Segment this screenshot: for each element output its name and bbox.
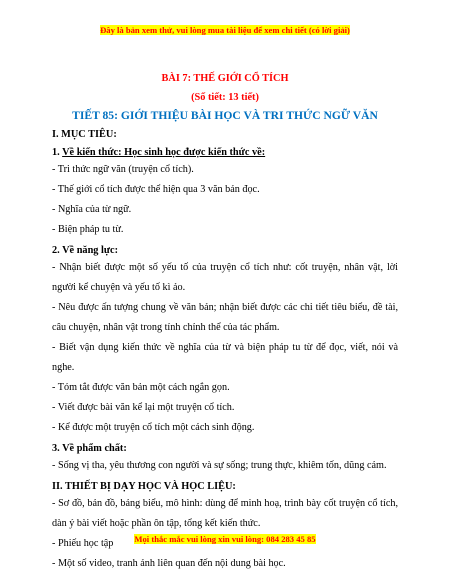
- knowledge-heading: [52, 146, 398, 160]
- qualities-item: - Sống vị tha, yêu thương con người và sự sống; trung thực, khiêm tốn, dũng cảm.: [52, 460, 387, 471]
- period-count: (Số tiết: 13 tiết): [191, 92, 259, 103]
- equipment-item: - Sơ đồ, bản đồ, bảng biểu, mô hình: dùng để minh hoạ, trình bày cốt truyện cổ tích, dàn ý bài viết hoặc phần ôn tập, tổng kết kiến thức.: [52, 498, 398, 529]
- skills-item: - Viết được bài văn kể lại một truyện cổ tích.: [52, 402, 235, 413]
- preview-notice-text: Đây là bản xem thử, vui lòng mua tài liệu để xem chi tiết (có lời giải): [100, 25, 350, 35]
- section-objectives-heading: I. MỤC TIÊU:: [52, 129, 117, 140]
- skills-item: - Nhận biết được một số yếu tố của truyện cổ tích như: cốt truyện, nhân vật, lời người kể chuyện và yếu tố kì ảo.: [52, 262, 398, 293]
- knowledge-heading-number: 1.: [52, 147, 63, 158]
- document-page: [52, 0, 398, 574]
- section-equipment-heading: II. THIẾT BỊ DẠY HỌC VÀ HỌC LIỆU:: [52, 481, 236, 492]
- knowledge-item: - Tri thức ngữ văn (truyện cổ tích).: [52, 164, 194, 175]
- lesson-subtitle: TIẾT 85: GIỚI THIỆU BÀI HỌC VÀ TRI THỨC NGỮ VĂN: [72, 109, 378, 122]
- contact-text: Mọi thắc mắc vui lòng xin vui lòng: 084 283 45 85: [134, 534, 316, 544]
- equipment-item: - Phiếu học tập: [52, 538, 114, 549]
- skills-heading: 2. Về năng lực:: [52, 245, 119, 256]
- qualities-heading: 3. Về phẩm chất:: [52, 443, 127, 454]
- lesson-title: BÀI 7: THẾ GIỚI CỔ TÍCH: [161, 73, 289, 84]
- knowledge-item: - Biện pháp tu từ.: [52, 224, 124, 235]
- skills-item: - Biết vận dụng kiến thức về nghĩa của từ và biện pháp tu từ để đọc, viết, nói và nghe.: [52, 342, 398, 373]
- knowledge-heading-text: Về kiến thức: Học sinh học được kiến thức về:: [62, 147, 266, 158]
- equipment-item: - Một số video, tranh ảnh liên quan đến nội dung bài học.: [52, 558, 286, 569]
- skills-item: - Kể được một truyện cổ tích một cách sinh động.: [52, 422, 255, 433]
- skills-item: - Tóm tắt được văn bản một cách ngắn gọn.: [52, 382, 230, 393]
- skills-item: - Nêu được ấn tượng chung về văn bản; nhận biết được các chi tiết tiêu biểu, đề tài, câu chuyện, nhân vật trong tính chỉnh thể của tác phẩm.: [52, 302, 398, 333]
- knowledge-item: - Nghĩa của từ ngữ.: [52, 204, 132, 215]
- knowledge-item: - Thế giới cổ tích được thể hiện qua 3 văn bản đọc.: [52, 184, 260, 195]
- contact-banner: [0, 534, 450, 544]
